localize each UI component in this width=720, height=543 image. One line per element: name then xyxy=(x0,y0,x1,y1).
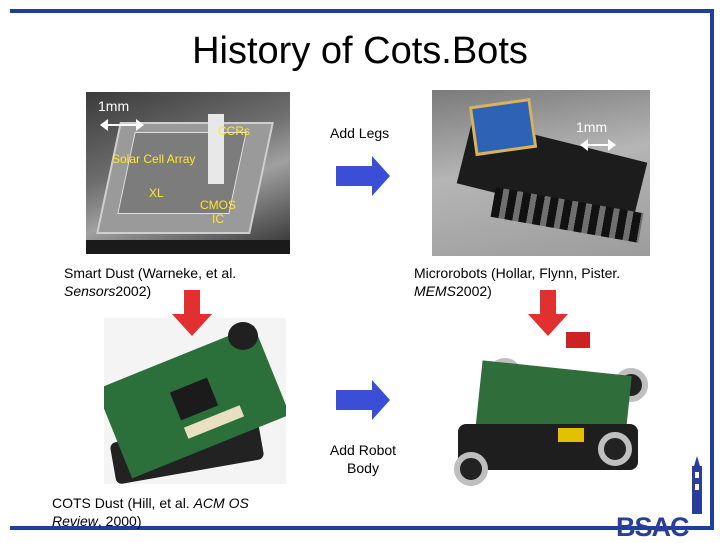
smart-dust-caption-line1: Smart Dust (Warneke, et al. xyxy=(64,265,237,281)
smart-dust-caption xyxy=(64,264,236,300)
cots-dust-caption xyxy=(52,494,249,530)
microrobots-caption xyxy=(414,264,620,300)
smart-dust-year: 2002) xyxy=(115,283,152,299)
cmos-ic-label xyxy=(200,198,236,226)
cmos-label-line1: CMOS xyxy=(200,198,236,212)
slide-frame-right xyxy=(710,9,714,530)
bsac-logo: BSAC xyxy=(616,512,689,542)
cots-dust-photo xyxy=(104,318,286,484)
smart-dust-scale-label: 1mm xyxy=(98,98,130,114)
add-robot-line2: Body xyxy=(347,460,379,476)
cots-dust-year: , 2000) xyxy=(97,513,142,529)
cotsbot-photo xyxy=(448,328,648,498)
smart-dust-journal: Sensors xyxy=(64,283,116,299)
add-robot-line1: Add Robot xyxy=(329,442,397,458)
add-legs-arrow-icon xyxy=(336,156,390,196)
microrobots-journal: MEMS xyxy=(414,283,456,299)
ccrs-label: CCRs xyxy=(218,124,250,138)
slide-title: History of Cots.Bots xyxy=(192,30,528,72)
campanile-tower-icon xyxy=(686,456,708,514)
microrobot-photo xyxy=(432,90,650,256)
add-robot-body-arrow-icon xyxy=(336,380,390,420)
cots-dust-journal: ACM OS xyxy=(193,495,249,511)
microrobots-year: 2002) xyxy=(456,283,492,299)
smart-dust-scale-arrow xyxy=(102,124,142,126)
cots-dust-journal-cont: Review xyxy=(52,513,98,529)
xl-label: XL xyxy=(149,186,164,200)
cmos-label-line2: IC xyxy=(212,212,224,226)
cots-dust-caption-line1: COTS Dust (Hill, et al. xyxy=(52,495,190,511)
slide-frame-top xyxy=(10,9,710,13)
microrobot-scale-arrow xyxy=(582,144,614,146)
microrobots-caption-line1: Microrobots (Hollar, Flynn, Pister. xyxy=(414,265,621,281)
add-legs-label: Add Legs xyxy=(330,125,390,141)
microrobot-scale-label: 1mm xyxy=(576,119,608,135)
smart-dust-photo xyxy=(86,92,290,254)
solar-cell-array-label: Solar Cell Array xyxy=(112,152,196,166)
add-robot-body-label xyxy=(313,441,413,477)
